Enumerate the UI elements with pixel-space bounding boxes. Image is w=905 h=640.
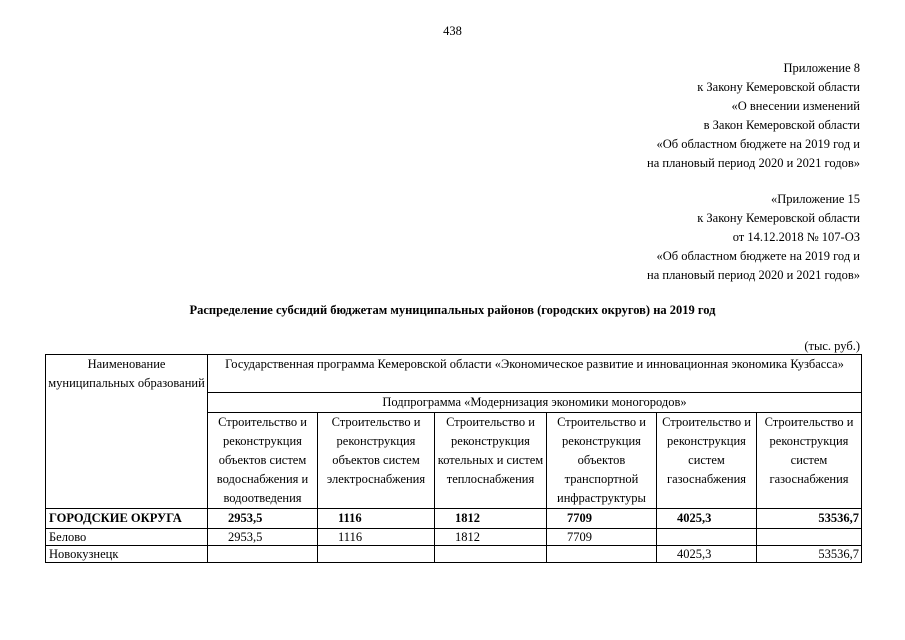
table-cell: 53536,7 <box>757 546 862 563</box>
column-header: Строительство и реконструкция систем газоснабжения <box>757 413 862 509</box>
table-cell <box>657 529 757 546</box>
appendix-line: на плановый период 2020 и 2021 годов» <box>647 156 860 170</box>
row-name: Новокузнецк <box>46 546 208 563</box>
header-program: Государственная программа Кемеровской области «Экономическое развитие и инновационная экономика Кузбасса» <box>208 355 862 393</box>
appendix-line: от 14.12.2018 № 107-ОЗ <box>732 230 860 244</box>
appendix-line: на плановый период 2020 и 2021 годов» <box>647 268 860 282</box>
table-row <box>46 546 862 563</box>
page-number: 438 <box>443 24 462 38</box>
appendix-line: «О внесении изменений <box>731 99 860 113</box>
row-name: Белово <box>46 529 208 546</box>
column-header: Строительство и реконструкция котельных и систем теплоснабжения <box>435 413 547 509</box>
table-row-total <box>46 509 862 529</box>
header-subprogram: Подпрограмма «Модернизация экономики моногородов» <box>208 393 862 413</box>
appendix-8-reference <box>647 59 860 173</box>
document-title: Распределение субсидий бюджетам муниципальных районов (городских округов) на 2019 год <box>189 303 716 317</box>
table-cell: 4025,3 <box>657 509 757 529</box>
appendix-line: Приложение 8 <box>783 61 860 75</box>
table-row <box>46 529 862 546</box>
table-cell: 7709 <box>547 529 657 546</box>
column-header: Строительство и реконструкция объектов систем электроснабжения <box>318 413 435 509</box>
appendix-line: к Закону Кемеровской области <box>697 80 860 94</box>
column-header: Строительство и реконструкция объектов транспортной инфраструктуры <box>547 413 657 509</box>
appendix-line: к Закону Кемеровской области <box>697 211 860 225</box>
table-cell: 2953,5 <box>208 529 318 546</box>
appendix-15-reference <box>647 190 860 285</box>
table-cell <box>757 529 862 546</box>
table-cell: 4025,3 <box>657 546 757 563</box>
appendix-line: в Закон Кемеровской области <box>703 118 860 132</box>
table-cell <box>208 546 318 563</box>
subsidy-table <box>45 354 862 563</box>
table-cell: 1812 <box>435 509 547 529</box>
appendix-line: «Об областном бюджете на 2019 год и <box>656 137 860 151</box>
table-cell: 7709 <box>547 509 657 529</box>
table-cell <box>318 546 435 563</box>
header-municipality: Наименование муниципальных образований <box>46 355 208 509</box>
table-cell: 1116 <box>318 509 435 529</box>
table-cell: 53536,7 <box>757 509 862 529</box>
appendix-line: «Приложение 15 <box>771 192 860 206</box>
table-cell: 1116 <box>318 529 435 546</box>
row-name: ГОРОДСКИЕ ОКРУГА <box>46 509 208 529</box>
table-cell <box>547 546 657 563</box>
table-cell: 2953,5 <box>208 509 318 529</box>
column-header: Строительство и реконструкция систем газоснабжения <box>657 413 757 509</box>
table-cell <box>435 546 547 563</box>
units-label: (тыс. руб.) <box>804 339 860 353</box>
table-cell: 1812 <box>435 529 547 546</box>
appendix-line: «Об областном бюджете на 2019 год и <box>656 249 860 263</box>
column-header: Строительство и реконструкция объектов систем водоснабжения и водоотведения <box>208 413 318 509</box>
